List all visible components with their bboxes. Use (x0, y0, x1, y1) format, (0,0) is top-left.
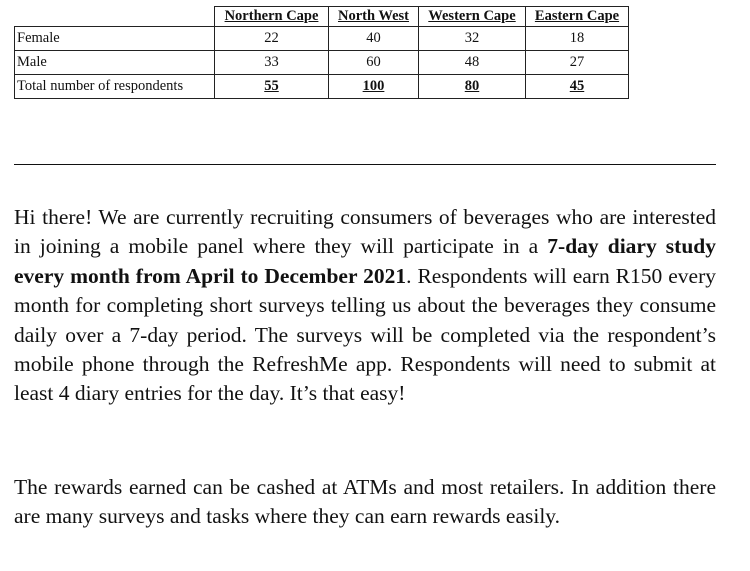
paragraph-rest-text: . Respondents will earn R150 every month for completing short surveys telling us about the beverages they consume daily over a 7-day period. The surveys will be completed via the respondent’s mobile phone through the RefreshMe app. Respondents will need to submit at least 4 diary entries for the day. It’s that easy! (14, 263, 716, 406)
table-row-total (15, 75, 629, 99)
row-label-total: Total number of respondents (15, 75, 215, 99)
table-cell: 22 (215, 27, 329, 51)
table-corner-cell (15, 7, 215, 27)
column-header-north-west: North West (329, 7, 419, 27)
table-cell: 27 (526, 51, 629, 75)
table-cell-total: 100 (329, 75, 419, 99)
table-cell-total: 55 (215, 75, 329, 99)
table-row-male (15, 51, 629, 75)
table-cell-total: 80 (419, 75, 526, 99)
column-header-eastern-cape: Eastern Cape (526, 7, 629, 27)
paragraph-bold-text: 7-day diary study every month from April to December 2021 (14, 234, 716, 288)
table-cell: 32 (419, 27, 526, 51)
table-cell: 48 (419, 51, 526, 75)
row-label-female: Female (15, 27, 215, 51)
column-header-western-cape: Western Cape (419, 7, 526, 27)
table-cell: 60 (329, 51, 419, 75)
row-label-male: Male (15, 51, 215, 75)
recruitment-paragraph (14, 203, 716, 409)
horizontal-divider (14, 164, 716, 165)
table-cell-total: 45 (526, 75, 629, 99)
table-cell: 18 (526, 27, 629, 51)
column-header-northern-cape: Northern Cape (215, 7, 329, 27)
table-row-female (15, 27, 629, 51)
respondents-table (14, 6, 629, 99)
paragraph-intro-text: Hi there! We are currently recruiting consumers of beverages who are interested in joining a mobile panel where they will participate in a (14, 205, 716, 259)
table-header-row (15, 7, 629, 27)
table-cell: 33 (215, 51, 329, 75)
rewards-paragraph: The rewards earned can be cashed at ATMs and most retailers. In addition there are many surveys and tasks where they can earn rewards easily. (14, 475, 716, 529)
table-cell: 40 (329, 27, 419, 51)
